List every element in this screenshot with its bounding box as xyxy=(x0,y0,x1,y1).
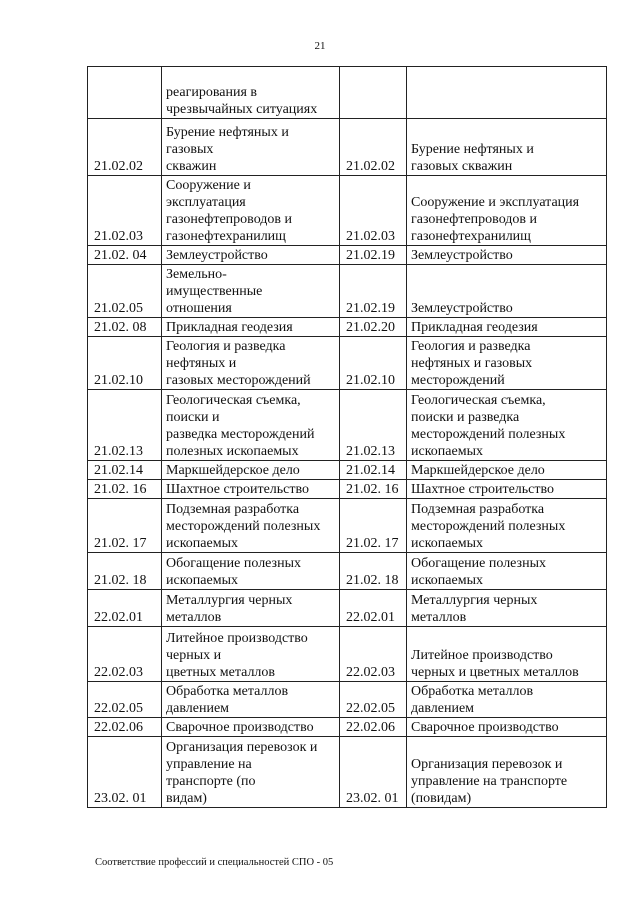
name-cell-old: Геологическая съемка, поиски и разведка месторождений полезных ископаемых xyxy=(162,390,340,461)
name-cell-old: реагирования в чрезвычайных ситуациях xyxy=(162,67,340,119)
code-cell-old: 21.02.02 xyxy=(88,119,162,176)
code-cell-new: 21.02.10 xyxy=(340,337,407,390)
table-row xyxy=(88,682,607,718)
name-cell-new: Прикладная геодезия xyxy=(407,318,607,337)
name-cell-old: Сооружение и эксплуатация газонефтепроводов и газонефтехранилищ xyxy=(162,176,340,246)
name-cell-new: Сварочное производство xyxy=(407,718,607,737)
code-cell-new: 21.02.20 xyxy=(340,318,407,337)
table-row xyxy=(88,553,607,590)
code-cell-new: 21.02.02 xyxy=(340,119,407,176)
name-cell-new: Геологическая съемка, поиски и разведка месторождений полезных ископаемых xyxy=(407,390,607,461)
code-cell-new xyxy=(340,67,407,119)
code-cell-old: 23.02. 01 xyxy=(88,737,162,808)
table-row xyxy=(88,67,607,119)
table-row xyxy=(88,499,607,553)
code-cell-old: 22.02.03 xyxy=(88,627,162,682)
code-cell-old: 21.02.03 xyxy=(88,176,162,246)
code-cell-old: 21.02.14 xyxy=(88,461,162,480)
name-cell-old: Маркшейдерское дело xyxy=(162,461,340,480)
table-row xyxy=(88,318,607,337)
name-cell-old: Прикладная геодезия xyxy=(162,318,340,337)
table-row xyxy=(88,590,607,627)
code-cell-new: 21.02. 16 xyxy=(340,480,407,499)
code-cell-new: 22.02.06 xyxy=(340,718,407,737)
code-cell-old: 21.02.10 xyxy=(88,337,162,390)
page-number: 21 xyxy=(314,40,326,52)
name-cell-new: Литейное производство черных и цветных металлов xyxy=(407,627,607,682)
name-cell-new: Металлургия черных металлов xyxy=(407,590,607,627)
code-cell-old: 21.02.13 xyxy=(88,390,162,461)
code-cell-old: 21.02. 04 xyxy=(88,246,162,265)
name-cell-new: Подземная разработка месторождений полезных ископаемых xyxy=(407,499,607,553)
name-cell-old: Земельно- имущественные отношения xyxy=(162,265,340,318)
table-row xyxy=(88,390,607,461)
name-cell-new xyxy=(407,67,607,119)
code-cell-new: 22.02.01 xyxy=(340,590,407,627)
code-cell-new: 21.02.14 xyxy=(340,461,407,480)
name-cell-new: Геология и разведка нефтяных и газовых месторождений xyxy=(407,337,607,390)
table-row xyxy=(88,718,607,737)
name-cell-new: Обработка металлов давлением xyxy=(407,682,607,718)
table-row xyxy=(88,119,607,176)
code-cell-old: 21.02. 17 xyxy=(88,499,162,553)
name-cell-new: Бурение нефтяных и газовых скважин xyxy=(407,119,607,176)
table-row xyxy=(88,627,607,682)
code-cell-new: 21.02. 17 xyxy=(340,499,407,553)
table-row xyxy=(88,265,607,318)
correspondence-table xyxy=(87,66,607,808)
table-row xyxy=(88,337,607,390)
name-cell-new: Шахтное строительство xyxy=(407,480,607,499)
name-cell-old: Подземная разработка месторождений полезных ископаемых xyxy=(162,499,340,553)
name-cell-old: Геология и разведка нефтяных и газовых месторождений xyxy=(162,337,340,390)
code-cell-old: 22.02.05 xyxy=(88,682,162,718)
code-cell-new: 21.02.13 xyxy=(340,390,407,461)
name-cell-new: Маркшейдерское дело xyxy=(407,461,607,480)
name-cell-old: Землеустройство xyxy=(162,246,340,265)
name-cell-old: Металлургия черных металлов xyxy=(162,590,340,627)
name-cell-new: Землеустройство xyxy=(407,246,607,265)
code-cell-new: 22.02.05 xyxy=(340,682,407,718)
table-row xyxy=(88,176,607,246)
page-footer: Соответствие профессий и специальностей СПО - 05 xyxy=(95,857,334,868)
name-cell-new: Организация перевозок и управление на транспорте (повидам) xyxy=(407,737,607,808)
code-cell-new: 21.02.03 xyxy=(340,176,407,246)
code-cell-old xyxy=(88,67,162,119)
code-cell-old: 21.02.05 xyxy=(88,265,162,318)
name-cell-old: Организация перевозок и управление на транспорте (по видам) xyxy=(162,737,340,808)
code-cell-old: 22.02.06 xyxy=(88,718,162,737)
code-cell-new: 21.02.19 xyxy=(340,265,407,318)
table-row xyxy=(88,246,607,265)
code-cell-old: 21.02. 18 xyxy=(88,553,162,590)
name-cell-new: Сооружение и эксплуатация газонефтепроводов и газонефтехранилищ xyxy=(407,176,607,246)
name-cell-new: Землеустройство xyxy=(407,265,607,318)
table-body xyxy=(88,67,607,808)
table-row xyxy=(88,737,607,808)
code-cell-new: 22.02.03 xyxy=(340,627,407,682)
table-row xyxy=(88,480,607,499)
name-cell-old: Бурение нефтяных и газовых скважин xyxy=(162,119,340,176)
code-cell-new: 21.02.19 xyxy=(340,246,407,265)
name-cell-old: Шахтное строительство xyxy=(162,480,340,499)
name-cell-old: Обработка металлов давлением xyxy=(162,682,340,718)
code-cell-new: 21.02. 18 xyxy=(340,553,407,590)
name-cell-new: Обогащение полезных ископаемых xyxy=(407,553,607,590)
code-cell-old: 21.02. 16 xyxy=(88,480,162,499)
name-cell-old: Обогащение полезных ископаемых xyxy=(162,553,340,590)
code-cell-old: 22.02.01 xyxy=(88,590,162,627)
table-row xyxy=(88,461,607,480)
code-cell-old: 21.02. 08 xyxy=(88,318,162,337)
code-cell-new: 23.02. 01 xyxy=(340,737,407,808)
name-cell-old: Литейное производство черных и цветных металлов xyxy=(162,627,340,682)
name-cell-old: Сварочное производство xyxy=(162,718,340,737)
